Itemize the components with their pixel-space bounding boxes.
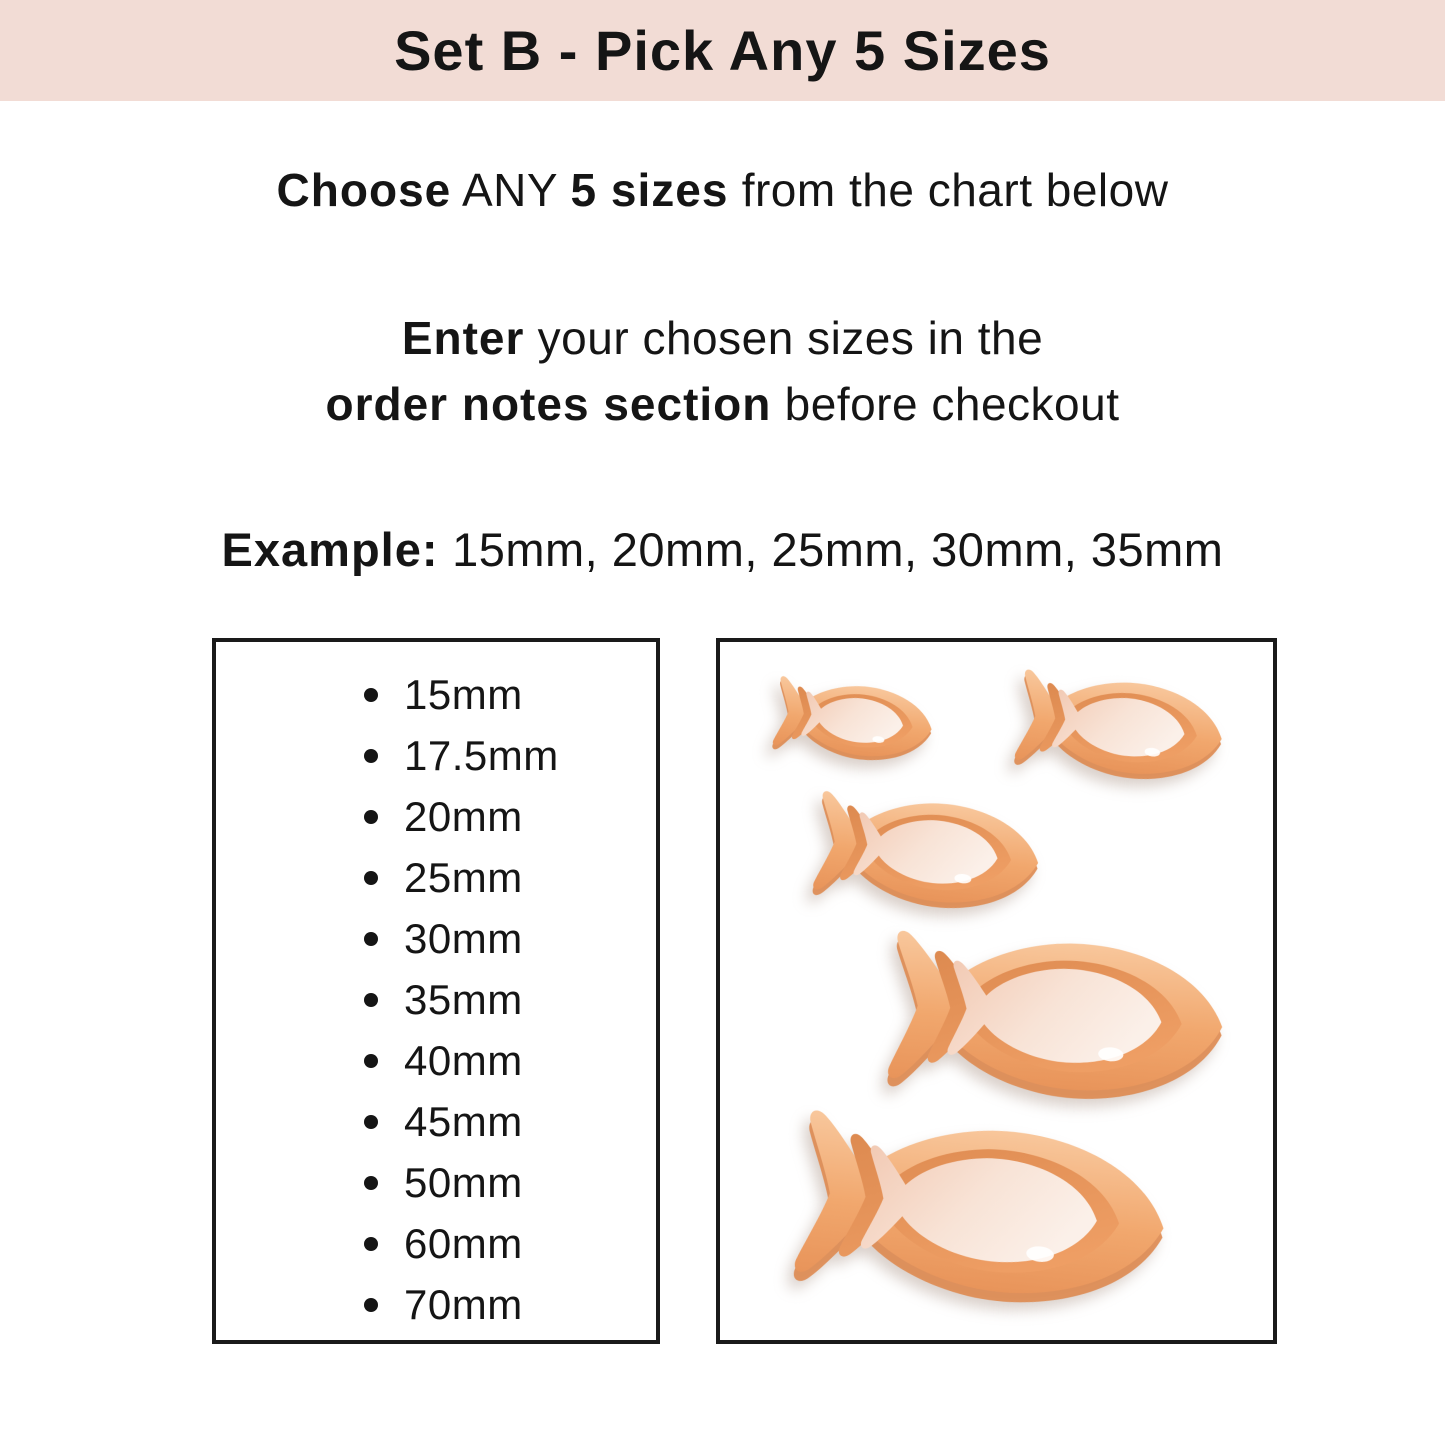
five-sizes-bold-text: 5 sizes bbox=[570, 164, 729, 216]
instruction-example bbox=[0, 520, 1445, 580]
bullet-icon bbox=[364, 810, 378, 824]
choose-bold-text: Choose bbox=[276, 164, 452, 216]
bullet-icon bbox=[364, 871, 378, 885]
instruction-enter bbox=[0, 305, 1445, 437]
enter-bold-text: Enter bbox=[401, 312, 525, 364]
size-list-item bbox=[364, 916, 656, 961]
size-list-item bbox=[364, 794, 656, 839]
instruction-choose bbox=[0, 160, 1445, 220]
size-label: 30mm bbox=[404, 914, 523, 962]
bullet-icon bbox=[364, 1115, 378, 1129]
bullet-icon bbox=[364, 1176, 378, 1190]
size-label: 70mm bbox=[404, 1280, 523, 1328]
size-label: 40mm bbox=[404, 1036, 523, 1084]
size-list-item bbox=[364, 1282, 656, 1327]
bullet-icon bbox=[364, 749, 378, 763]
bullet-icon bbox=[364, 688, 378, 702]
choose-rest-text: from the chart below bbox=[728, 164, 1169, 216]
bullet-icon bbox=[364, 1298, 378, 1312]
size-list-item bbox=[364, 733, 656, 778]
size-label: 35mm bbox=[404, 975, 523, 1023]
example-rest-text: 15mm, 20mm, 25mm, 30mm, 35mm bbox=[438, 523, 1224, 576]
size-list bbox=[216, 642, 656, 1327]
cutter-photo-box bbox=[716, 638, 1277, 1344]
choose-any-text: ANY bbox=[451, 164, 571, 216]
size-label: 15mm bbox=[404, 670, 523, 718]
bullet-icon bbox=[364, 932, 378, 946]
fish-cutter-icon-small-2 bbox=[1002, 659, 1234, 797]
enter-rest-text: your chosen sizes in the bbox=[524, 312, 1044, 364]
size-list-item bbox=[364, 977, 656, 1022]
size-label: 60mm bbox=[404, 1219, 523, 1267]
size-list-item bbox=[364, 1221, 656, 1266]
size-list-item bbox=[364, 1038, 656, 1083]
bullet-icon bbox=[364, 1054, 378, 1068]
size-list-item bbox=[364, 855, 656, 900]
fish-cutter-icon-largest bbox=[773, 1092, 1184, 1332]
fish-cutter-icon-small-1 bbox=[763, 668, 940, 774]
size-label: 50mm bbox=[404, 1158, 523, 1206]
size-label: 20mm bbox=[404, 792, 523, 840]
order-notes-bold-text: order notes section bbox=[325, 378, 772, 430]
size-label: 25mm bbox=[404, 853, 523, 901]
fish-cutter-icon-large bbox=[869, 915, 1237, 1121]
size-label: 45mm bbox=[404, 1097, 523, 1145]
size-list-box bbox=[212, 638, 660, 1344]
example-bold-text: Example: bbox=[221, 523, 439, 576]
bullet-icon bbox=[364, 1237, 378, 1251]
notes-rest-text: before checkout bbox=[771, 378, 1120, 430]
page-title: Set B - Pick Any 5 Sizes bbox=[394, 19, 1051, 82]
size-label: 17.5mm bbox=[404, 731, 559, 779]
size-list-item bbox=[364, 672, 656, 717]
fish-cutter-icon-medium bbox=[800, 780, 1049, 926]
size-list-item bbox=[364, 1099, 656, 1144]
title-banner bbox=[0, 0, 1445, 101]
bullet-icon bbox=[364, 993, 378, 1007]
size-list-item bbox=[364, 1160, 656, 1205]
